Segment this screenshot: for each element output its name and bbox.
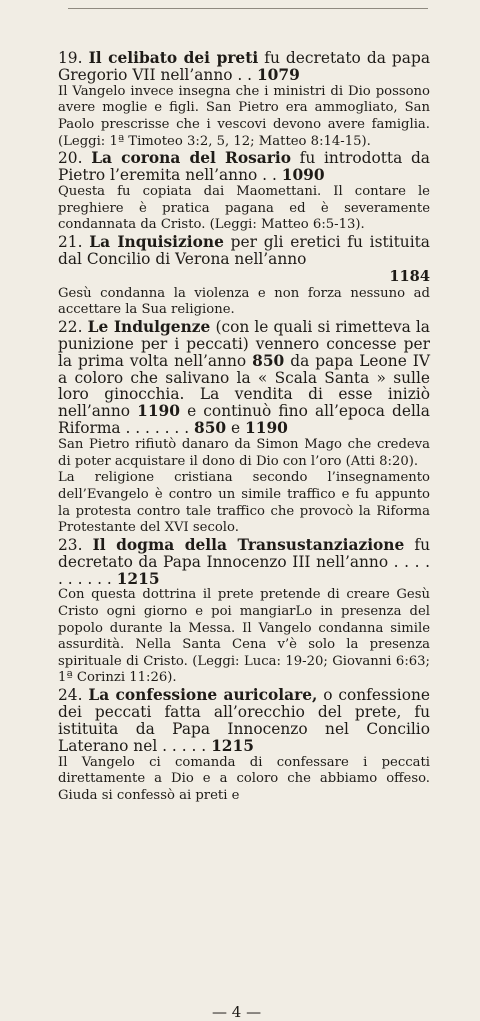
document-page [58,50,430,804]
entry-year: 1079 [256,65,300,84]
entry-title: La Inquisizione [89,232,224,251]
entry-title: La confessione auricolare, [88,685,318,704]
entry-year: 1215 [116,569,160,588]
top-rule [68,8,428,9]
entry-20-heading: 20. La corona del Rosario fu introdotta da Pietro l’eremita nell’anno . . 1090 [58,149,430,185]
entry-21-body: Gesù condanna la violenza e non forza nessuno ad accettare la Sua religione. [58,285,430,318]
entry-year: 850 [252,351,285,370]
entry-year: 1184 [389,267,430,285]
entry-year: 1190 [137,402,180,421]
entry-22-body-2: La religione cristiana secondo l’insegnamento dell’Evangelo è contro un simile traffico e fu appunto la protesta contro tale traffico che provocò la Riforma Protestante del XVI secolo. [58,470,430,536]
entry-24-heading: 24. La confessione auricolare, o confessione dei peccati fatta all’orecchio del prete, fu istituita da Papa Innocenzo nel Concilio Laterano nel . . . . . 1215 [58,685,430,755]
entry-19-heading: 19. Il celibato dei preti fu decretato da papa Gregorio VII nell’anno . . 1079 [58,49,430,84]
entry-year: 1190 [245,419,288,438]
entry-24-body: Il Vangelo ci comanda di confessare i peccati direttamente a Dio e a coloro che abbiamo offeso. Giuda si confessò ai preti e [58,754,430,803]
entry-22-body: San Pietro rifiutò danaro da Simon Mago che credeva di poter acquistare il dono di Dio con l’oro (Atti 8:20). [58,437,430,469]
entry-title: Il dogma della Transustanziazione [92,535,405,554]
entry-year: 1090 [281,166,325,185]
page-number: — 4 — [212,1003,262,1021]
entry-20-body: Questa fu copiata dai Maomettani. Il contare le preghiere è pratica pagana ed è severamente condannata da Cristo. (Leggi: Matteo 6:5-13). [58,184,430,233]
entry-23-body: Con questa dottrina il prete pretende di creare Gesù Cristo ogni giorno e poi mangiarLo in presenza del popolo durante la Messa. Il Vangelo condanna simile assurdità. Nella Santa Cena v’è solo la presenza spirituale di Cristo. (Leggi: Luca: 19-20; Giovanni 6:63; 1ª Corinzi 11:26). [58,587,430,686]
entry-19-body: Il Vangelo invece insegna che i ministri di Dio possono avere moglie e figli. San Pietro era ammogliato, San Paolo prescrisse che i vescovi devono avere famiglia. (Leggi: 1ª Timoteo 3:2, 5, 12; Matteo 8:14-15). [58,83,430,149]
entry-22-heading: 22. Le Indulgenze (con le quali si rimetteva la punizione per i peccati) vennero concesse per la prima volta nell’anno 850 da papa Leone IV a coloro che salivano la « Scala Santa » sulle loro ginocchia. La vendita di esse iniziò nell’anno 1190 e continuò fino all’epoca della Riforma . . . . . . . 850 e 1190 [58,317,430,438]
entry-year: 850 [193,419,227,438]
entry-title: Le Indulgenze [87,317,211,336]
entry-title: La corona del Rosario [91,149,291,168]
entry-year: 1215 [211,736,254,755]
entry-title: Il celibato dei preti [88,49,259,67]
entry-23-heading: 23. Il dogma della Transustanziazione fu decretato da Papa Innocenzo III nell’anno . . . . . . . . . . 1215 [58,535,430,588]
entry-21-heading: 21. La Inquisizione per gli eretici fu istituita dal Concilio di Verona nell’anno [58,232,430,268]
